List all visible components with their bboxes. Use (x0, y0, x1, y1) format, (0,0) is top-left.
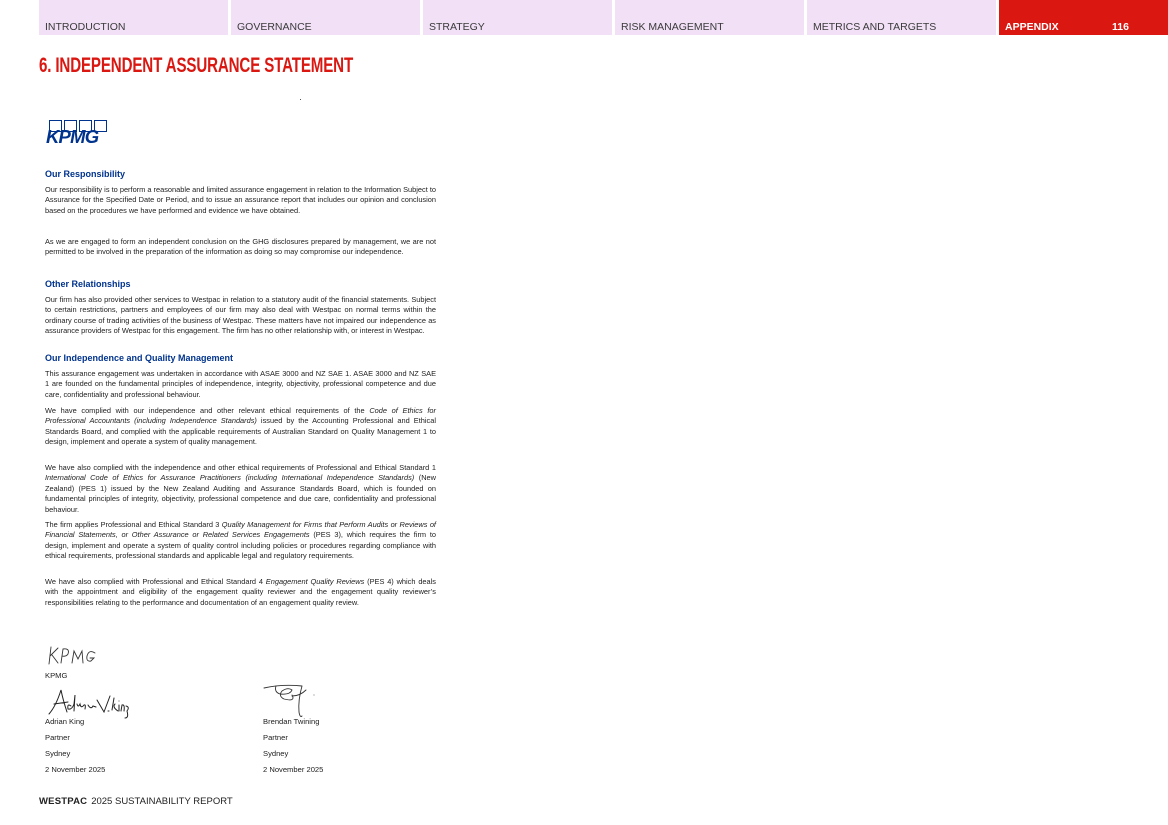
brendan-twining-signature (262, 682, 320, 720)
text-run: We have also complied with Professional and Ethical Standard 4 (45, 577, 266, 586)
logo-wordmark: KPMG (46, 126, 99, 147)
top-navigation (0, 0, 1168, 35)
page-footer (39, 796, 233, 807)
signatory-name: Adrian King (45, 717, 85, 726)
standard-title: International Code of Ethics for Assurance Practitioners (including International Independence Standards) (45, 473, 415, 483)
nav-tab-appendix[interactable] (999, 0, 1168, 35)
nav-tab-risk-management[interactable] (615, 0, 804, 35)
text-run: We have complied with our independence and other relevant ethical requirements of the (45, 406, 370, 415)
nav-tab-metrics-and-targets[interactable] (807, 0, 996, 35)
independence-paragraph-5 (45, 577, 436, 608)
text-run: (PES 3), which requires the firm to design, implement and operate a system of quality control including policies or procedures regarding compliance with ethical requirements, professional standards and applicable legal and regulatory requirements. (45, 530, 436, 561)
firm-name: KPMG (45, 671, 68, 680)
kpmg-signature (47, 644, 97, 668)
independence-heading: Our Independence and Quality Management (45, 353, 234, 363)
nav-tab-label: APPENDIX (1005, 21, 1059, 33)
independence-paragraph-2 (45, 406, 436, 448)
nav-tab-label: METRICS AND TARGETS (813, 21, 937, 33)
signatory-city: Sydney (45, 749, 71, 758)
independence-paragraph-3 (45, 463, 436, 515)
independence-paragraph-1: This assurance engagement was undertaken in accordance with ASAE 3000 and NZ SAE 1. ASAE 3000 and NZ SAE 1 are founded on the fundamental principles of independence, integrity, objectivity, professional competence and due care, confidentiality and professional behaviour. (45, 369, 436, 399)
signatory-city: Sydney (263, 749, 289, 758)
nav-tab-label: INTRODUCTION (45, 21, 126, 33)
signatory-date: 2 November 2025 (263, 765, 324, 774)
nav-tab-strategy[interactable] (423, 0, 612, 35)
adrian-king-signature (46, 686, 132, 720)
nav-tab-governance[interactable] (231, 0, 420, 35)
signatory-date: 2 November 2025 (45, 765, 106, 774)
responsibility-paragraph-2: As we are engaged to form an independent conclusion on the GHG disclosures prepared by management, we are not permitted to be involved in the preparation of the information as doing so may compromise our independence. (45, 237, 436, 257)
responsibility-paragraph-1: Our responsibility is to perform a reasonable and limited assurance engagement in relation to the Information Subject to Assurance for the Specified Date or Period, and to issue an assurance report that includes our opinion and conclusion based on the procedures we have performed and evidence we have obtained. (45, 185, 436, 215)
nav-tab-label: RISK MANAGEMENT (621, 21, 724, 33)
responsibility-heading: Our Responsibility (45, 169, 126, 179)
nav-tab-introduction[interactable] (39, 0, 228, 35)
footer-brand: WESTPAC (39, 796, 88, 807)
nav-tab-label: STRATEGY (429, 21, 485, 33)
standard-title: Quality Management for Firms that Perform Audits or Reviews of Financial Statements, or Other Assurance or Related Services Engagements (45, 520, 436, 540)
stray-dot (300, 99, 301, 100)
footer-report-title: 2025 SUSTAINABILITY REPORT (91, 796, 233, 807)
signatory-name: Brendan Twining (263, 717, 320, 726)
relationships-paragraph: Our firm has also provided other services to Westpac in relation to a statutory audit of the financial statements. Subject to certain restrictions, partners and employees of our firm may also deal with Westpac on normal terms within the ordinary course of trading activities of the business of Westpac. These matters have not impaired our independence as assurance providers of Westpac for this engagement. The firm has no other relationship with, or interest in Westpac. (45, 295, 436, 336)
signatory-role: Partner (263, 733, 288, 742)
standard-title: Engagement Quality Reviews (265, 577, 365, 586)
text-run: (PES 4) which deals with the appointment and eligibility of the engagement quality reviewer and the engagement quality reviewer’s responsibilities relating to the performance and documentation of an engagement quality review. (45, 577, 436, 607)
page-number: 116 (1112, 21, 1129, 33)
text-run: We have also complied with the independence and other ethical requirements of Professional and Ethical Standard 1 (45, 463, 436, 472)
signatory-role: Partner (45, 733, 70, 742)
section-title: 6. INDEPENDENT ASSURANCE STATEMENT (39, 54, 354, 77)
nav-tab-label: GOVERNANCE (237, 21, 312, 33)
standard-title: Code of Ethics for Professional Accountants (including Independence Standards) (45, 406, 436, 426)
text-run: The firm applies Professional and Ethical Standard 3 (45, 520, 222, 529)
kpmg-logo (46, 120, 110, 148)
text-run: issued by the Accounting Professional and Ethical Standards Board, and complied with the applicable requirements of Australian Standard on Quality Management 1 to design, implement and operate a system of quality management. (45, 416, 436, 447)
text-run: (New Zealand) (PES 1) issued by the New Zealand Auditing and Assurance Standards Board, which is founded on fundamental principles of integrity, objectivity, professional competence and due care, confidentiality and professional behaviour. (45, 473, 436, 514)
independence-paragraph-4 (45, 520, 436, 562)
relationships-heading: Other Relationships (45, 279, 131, 289)
